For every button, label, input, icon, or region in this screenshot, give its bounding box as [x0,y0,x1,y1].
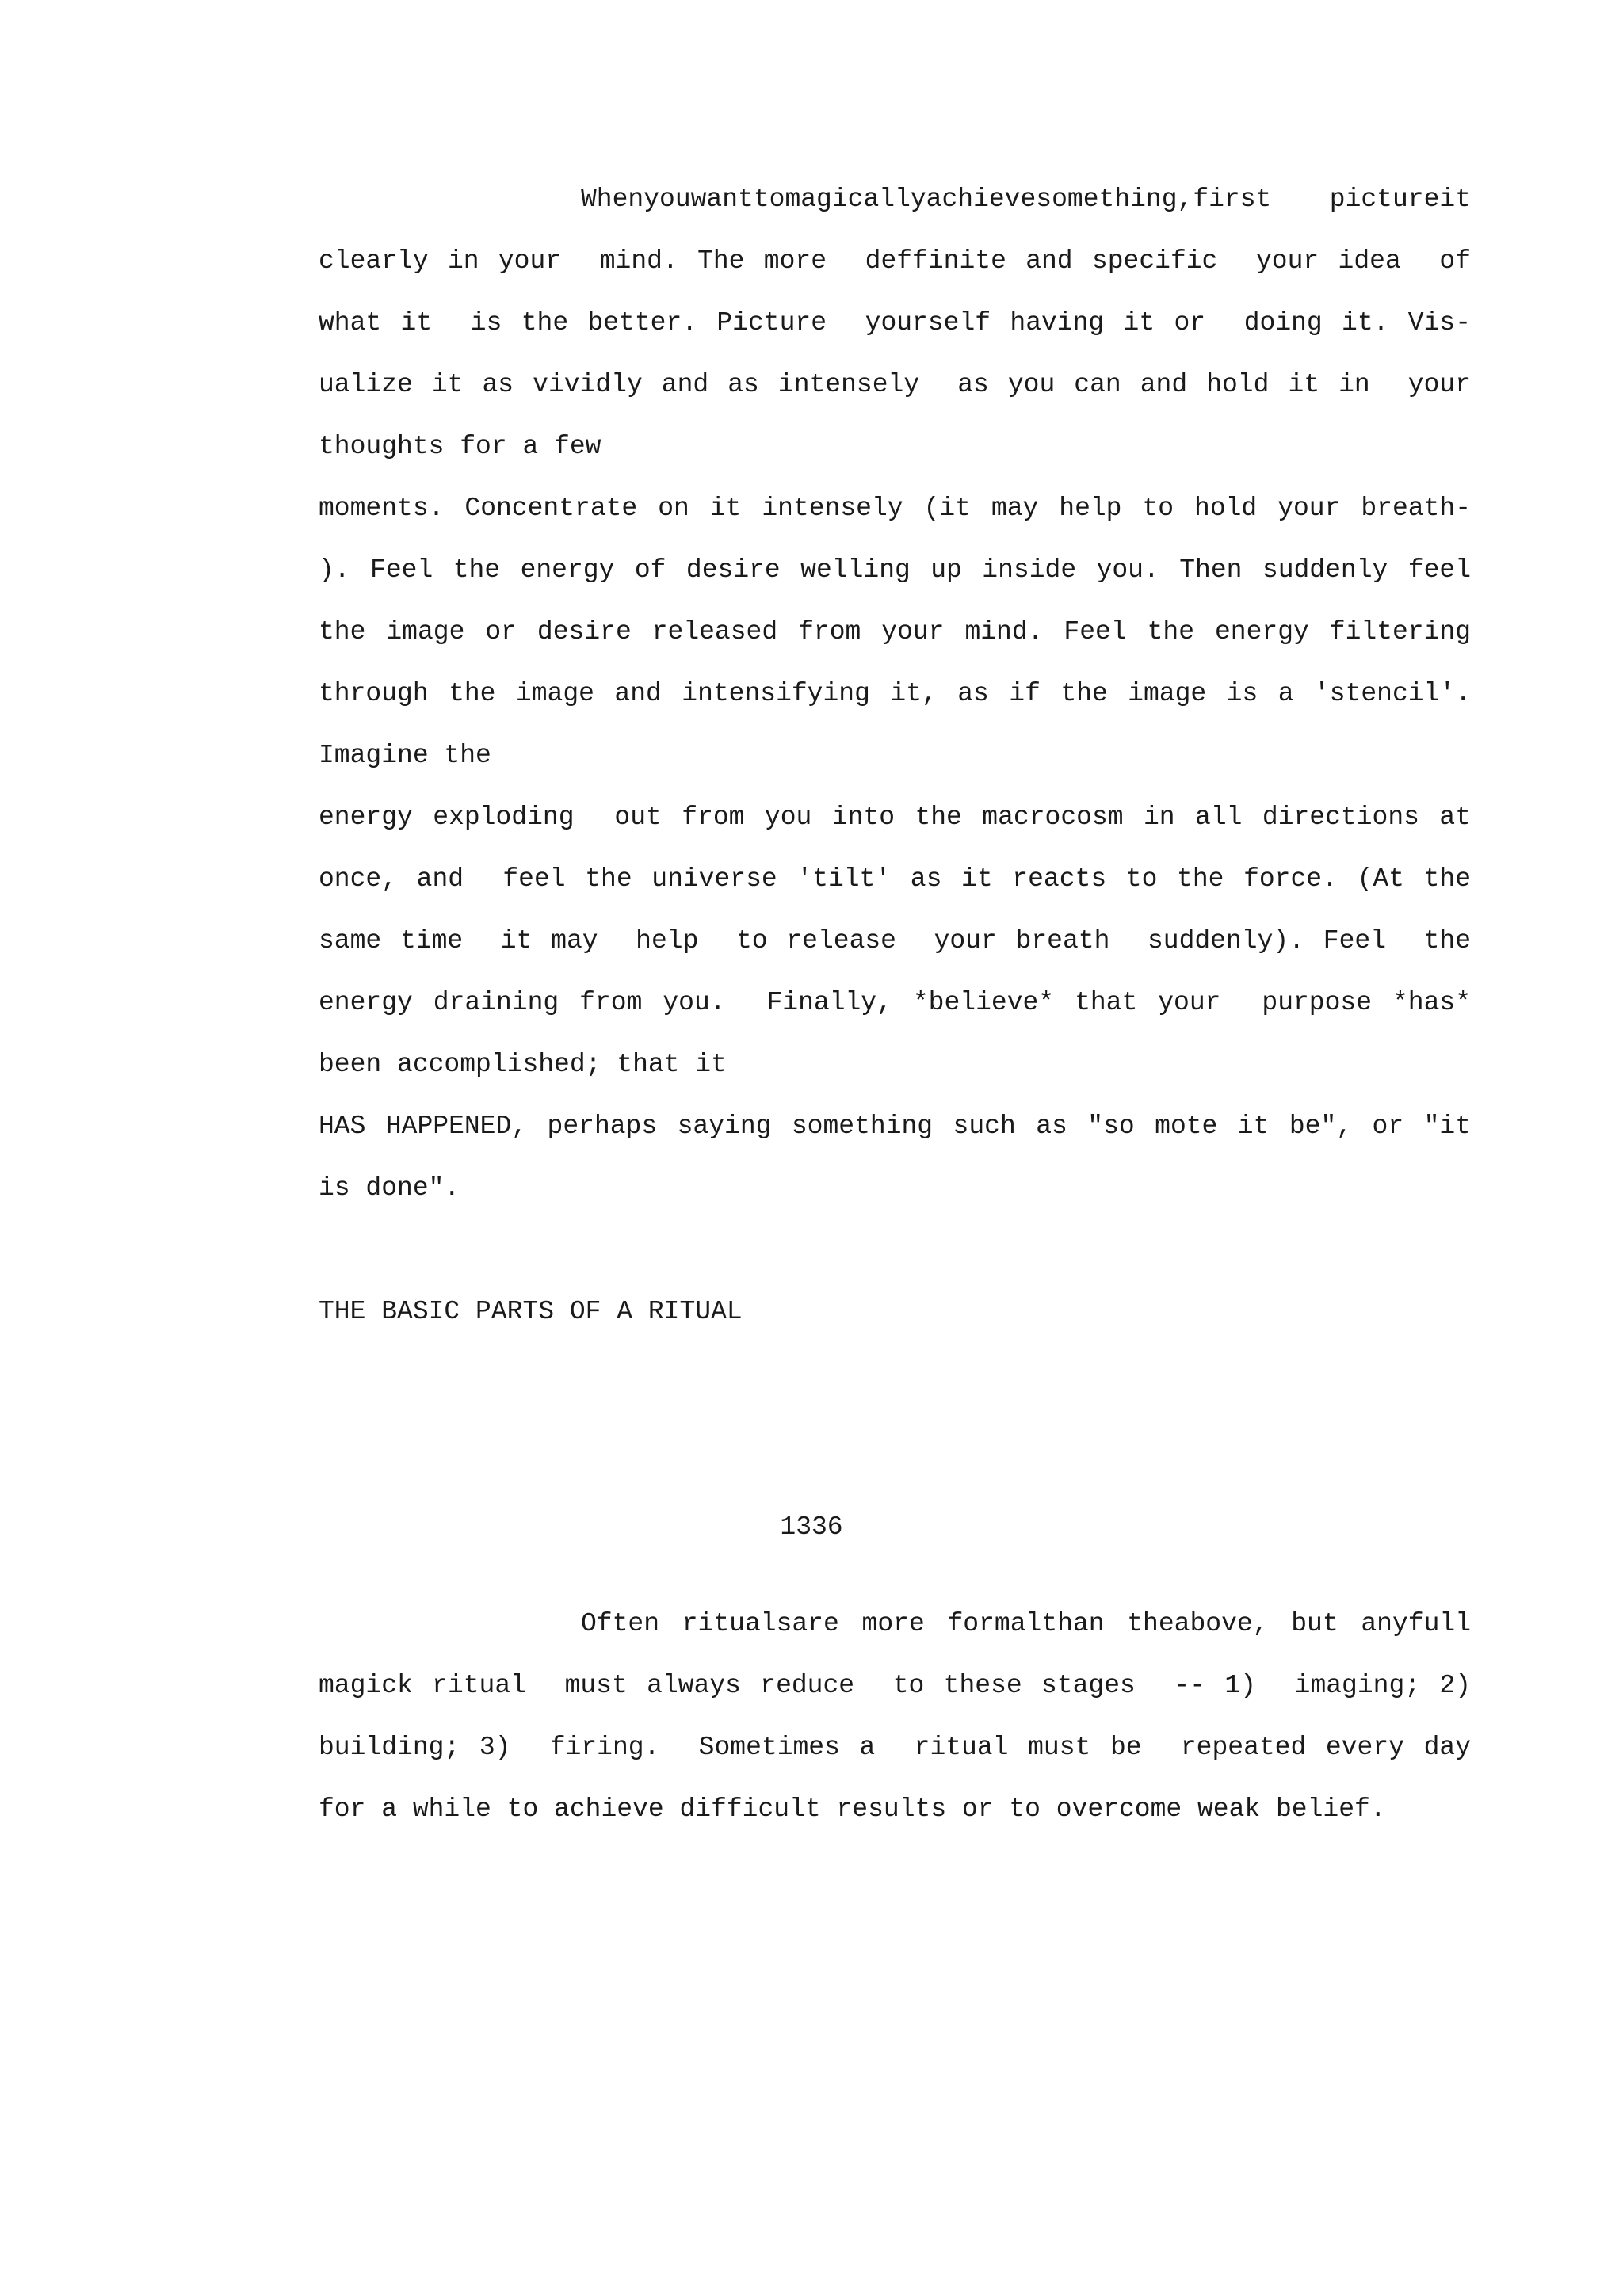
text-line: once, and feel the universe 'tilt' as it reacts to the force. (At the [319,864,1471,894]
text-line: is done". [319,1173,460,1203]
text-line: energy draining from you. Finally, *believe* that your purpose *has* [319,988,1471,1017]
text-line: ). Feel the energy of desire welling up inside you. Then suddenly feel [319,555,1471,585]
page-number: 1336 [780,1512,843,1542]
text-line: clearly in your mind. The more deffinite and specific your idea of [319,246,1471,276]
text-line: ualize it as vividly and as intensely as you can and hold it in your [319,370,1471,399]
text-line: been accomplished; that it [319,1050,727,1079]
text-line: energy exploding out from you into the macrocosm in all directions at [319,803,1471,832]
section-heading: THE BASIC PARTS OF A RITUAL [319,1297,743,1326]
text-line: same time it may help to release your breath suddenly). Feel the [319,926,1471,955]
text-line: HAS HAPPENED, perhaps saying something such as "so mote it be", or "it [319,1112,1471,1141]
text-line: Whenyouwanttomagicallyachievesomething,first pictureit [581,185,1471,214]
text-line: the image or desire released from your mind. Feel the energy filtering [319,617,1471,646]
text-line: building; 3) firing. Sometimes a ritual must be repeated every day [319,1733,1471,1762]
text-line: Often ritualsare more formalthan theabove, but anyfull [581,1609,1471,1638]
text-line: through the image and intensifying it, as if the image is a 'stencil'. [319,679,1471,708]
text-line: Imagine the [319,741,491,770]
text-line: magick ritual must always reduce to these stages -- 1) imaging; 2) [319,1671,1471,1700]
text-line: thoughts for a few [319,432,601,461]
text-line: for a while to achieve difficult results or to overcome weak belief. [319,1794,1386,1824]
text-line: moments. Concentrate on it intensely (it may help to hold your breath- [319,494,1471,523]
text-line: what it is the better. Picture yourself having it or doing it. Vis- [319,308,1471,338]
